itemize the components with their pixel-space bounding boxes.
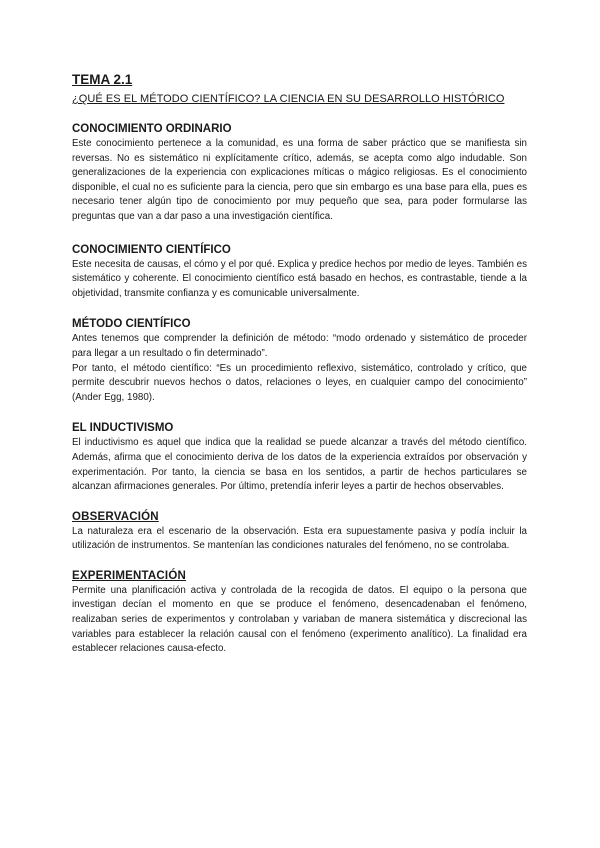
section-heading: EXPERIMENTACIÓN xyxy=(72,569,186,582)
section-conocimiento-ordinario xyxy=(72,122,527,225)
section-paragraph: Permite una planificación activa y controlada de la recogida de datos. El equipo o la persona que investigan decían el momento en que se produce el fenómeno, desencadenaban el fenómeno, realizaban series de experimentos y controlaban y variaban de manera sistemática y discrecional las variables para establecer la relación causal con el fenómeno (experimento analítico). La finalidad era establecer relaciones causa-efecto. xyxy=(72,584,527,655)
section-paragraph: Este conocimiento pertenece a la comunidad, es una forma de saber práctico que se manifiesta sin reversas. No es sistemático ni explícitamente crítico, además, se acepta como algo indudable. Son generalizaciones de la experiencia con explicaciones míticas o mágico religiosas. Es el conocimiento disponible, el cual no es suficiente para la ciencia, pero que sin embargo es una base para ella, pues es necesario tener algún tipo de conocimiento por muy pequeño que sea, para poder formularse las preguntas que van a dar paso a una investigación científica. xyxy=(72,138,527,222)
section-paragraph: Antes tenemos que comprender la definición de método: “modo ordenado y sistemático de proceder para llegar a un resultado o fin determinado”. xyxy=(72,333,527,359)
section-observacion xyxy=(72,510,527,554)
section-paragraph: Por tanto, el método científico: “Es un procedimiento reflexivo, sistemático, controlado y crítico, que permite descubrir nuevos hechos o datos, relaciones o leyes, en cualquier campo del conocimiento” (Ander Egg, 1980). xyxy=(72,362,527,403)
section-conocimiento-cientifico xyxy=(72,243,527,302)
section-experimentacion xyxy=(72,569,527,657)
section-metodo-cientifico xyxy=(72,317,527,405)
section-heading: CONOCIMIENTO CIENTÍFICO xyxy=(72,243,231,256)
section-paragraph: Este necesita de causas, el cómo y el por qué. Explica y predice hechos por medio de leyes. También es sistemático y coherente. El conocimiento científico está basado en hechos, es contrastable, tiende a la objetividad, transmite confianza y es comunicable universalmente. xyxy=(72,258,527,299)
topic-subtitle: ¿QUÉ ES EL MÉTODO CIENTÍFICO? LA CIENCIA EN SU DESARROLLO HISTÓRICO xyxy=(72,93,505,105)
topic-title: TEMA 2.1 xyxy=(72,72,133,87)
document-page xyxy=(72,72,527,657)
section-heading: OBSERVACIÓN xyxy=(72,510,159,523)
section-paragraph: La naturaleza era el escenario de la observación. Esta era supuestamente pasiva y podía incluir la utilización de instrumentos. Se mantenían las condiciones naturales del fenómeno, no se controlaba. xyxy=(72,525,527,552)
section-heading: EL INDUCTIVISMO xyxy=(72,422,174,435)
section-heading: CONOCIMIENTO ORDINARIO xyxy=(72,123,232,135)
section-paragraph: El inductivismo es aquel que indica que la realidad se puede alcanzar a través del método científico. Además, afirma que el conocimiento deriva de los datos de la experiencia extraídos por observación y experimentación. Por tanto, la ciencia se basa en los sentidos, a partir de hechos particulares se alcanzan afirmaciones generales. Por último, pretendía inferir leyes a partir de hechos observables. xyxy=(72,437,527,493)
section-inductivismo xyxy=(72,421,527,494)
section-heading: MÉTODO CIENTÍFICO xyxy=(72,318,191,331)
